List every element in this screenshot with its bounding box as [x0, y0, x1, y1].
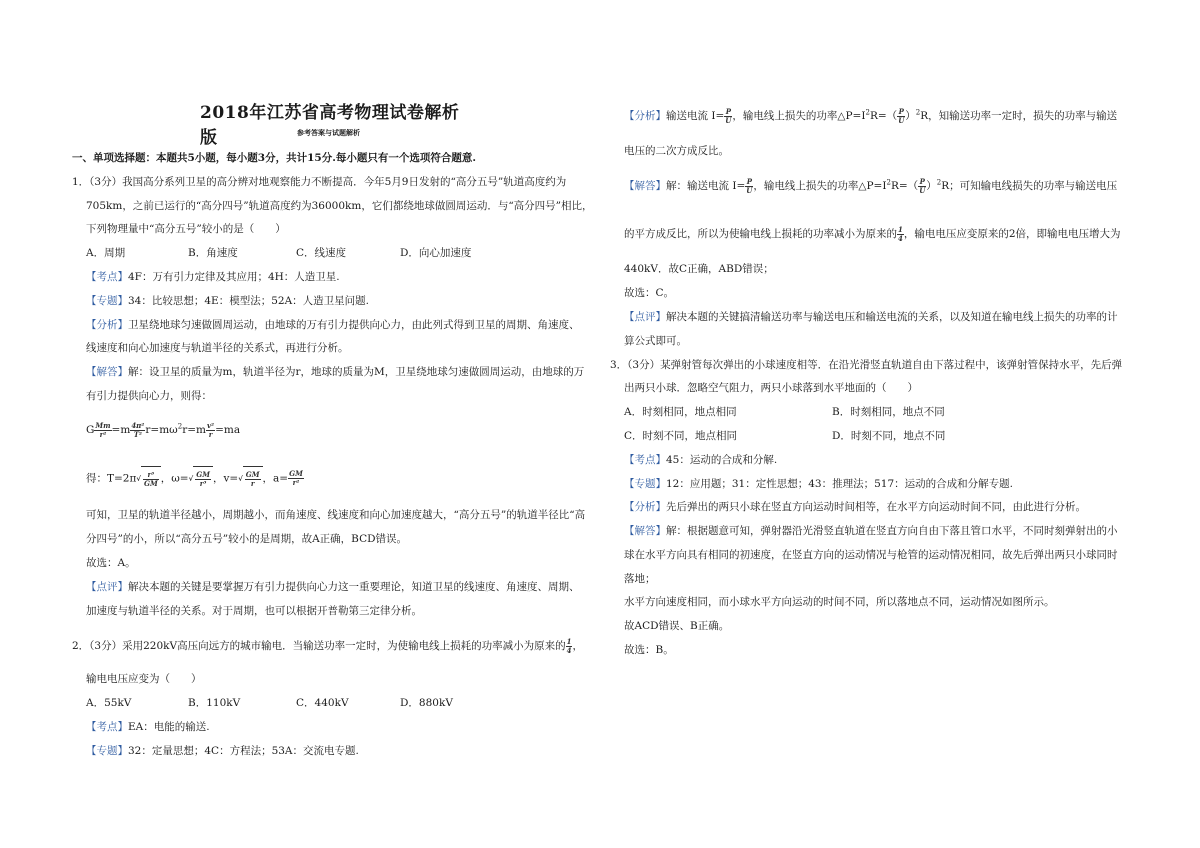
q2-option-b: B．110kV: [188, 697, 241, 709]
q1-fenxi-line2: 线速度和向心加速度与轨道半径的关系式，再进行分析。: [86, 342, 349, 354]
q2-dianping-line2: 算公式即可。: [624, 335, 687, 347]
q1-conclusion-line1: 可知，卫星的轨道半径越小，周期越小，而角速度、线速度和向心加速度越大，“高分五号”的轨道半径比“高: [86, 509, 586, 521]
q2-fenxi: 【分析】输送电流 I= $\frac{P}{U}$ ，输电线上损失的功率$\triangle P=I^2R=$（ $\frac{P}{U}$ ）$^2$R，知输送功率一定时，损失的功率与输送: [624, 106, 1118, 125]
q3-kaodian: 【考点】45：运动的合成和分解.: [624, 454, 778, 466]
sqrt-v: √ $\frac{GM}{r}$: [238, 466, 262, 491]
q2-option-d: D．880kV: [400, 697, 453, 709]
q1-kaodian-text: 4F：万有引力定律及其应用；4H：人造卫星.: [128, 271, 340, 283]
q1-equation1: [86, 418, 240, 442]
q2-stem-line2: 输电电压应变为（ ）: [86, 673, 202, 685]
q3-jieda-line5: 故ACD错误、B正确。: [624, 620, 730, 632]
section-heading: 一、单项选择题：本题共5小题，每小题3分，共计15分.每小题只有一个选项符合题意.: [72, 152, 477, 164]
q3-option-d: D．时刻不同，地点不同: [832, 430, 946, 442]
eq-rm: r=m: [182, 424, 206, 436]
page-subtitle: 参考答案与试题解析: [297, 128, 360, 137]
eq2-a: ，a=: [262, 472, 289, 485]
q3-zhuanti: 【专题】12：应用题；31：定性思想；43：推理法；517：运动的合成和分解专题.: [624, 478, 1013, 490]
q3-option-b: B．时刻相同，地点不同: [832, 406, 945, 418]
q1-equation2: [86, 466, 304, 491]
q1-option-a: A．周期: [86, 247, 126, 259]
kaodian-tag: 【考点】: [86, 271, 128, 283]
q1-dianping: [86, 575, 580, 599]
q1-dianping-line2: 加速度与轨道半径的关系。对于周期，也可以根据开普勒第三定律分析。: [86, 605, 422, 617]
q2-dianping: 【点评】解决本题的关键搞清输送功率与输送电压和输送电流的关系，以及知道在输电线上损失的功率的计: [624, 311, 1118, 323]
q3-option-c: C．时刻不同，地点相同: [624, 430, 738, 442]
frac-v2-r: $\frac{\text{v²}}{r}$: [206, 420, 215, 439]
eq-sup: 2: [177, 422, 183, 431]
q2-jieda-line3: 440kV．故C正确，ABD错误；: [624, 263, 774, 275]
q1-answer: 故选：A。: [86, 557, 136, 569]
q3-jieda-line2: 球在水平方向具有相同的初速度，在竖直方向的运动情况与枪管的运动情况相同，故先后弹出两只小球同时: [624, 549, 1118, 561]
q1-option-b: B．角速度: [188, 247, 238, 259]
q1-conclusion-line2: 分四号”的小，所以“高分五号”较小的是周期，故A正确，BCD错误。: [86, 533, 408, 545]
q1-fenxi-text1: 卫星绕地球匀速做圆周运动，由地球的万有引力提供向心力，由此列式得到卫星的周期、角速度、: [128, 319, 580, 331]
frac-4pi2-t2: $\frac{\text{4π²}}{\text{T²}}$: [131, 420, 145, 439]
dianping-tag: 【点评】: [86, 581, 128, 593]
q1-stem-line2: 705km，之前已运行的“高分四号”轨道高度约为36000km，它们都绕地球做圆周运动．与“高分四号”相比，: [86, 200, 593, 212]
frac-mm-r2: $\frac{Mm}{\text{r²}}$: [95, 420, 111, 439]
q1-stem-line1: 1．（3分）我国高分系列卫星的高分辨对地观察能力不断提高．今年5月9日发射的“高分五号”轨道高度约为: [72, 176, 567, 188]
eq2-omega: ，ω=: [160, 472, 189, 485]
q2-fenxi-line2: 电压的二次方成反比。: [624, 145, 729, 157]
q2-option-c: C．440kV: [296, 697, 349, 709]
sqrt-omega: √ $\frac{GM}{\text{r³}}$: [189, 466, 213, 491]
fenxi-tag: 【分析】: [86, 319, 128, 331]
sqrt-t: √ $\frac{\text{r³}}{GM}$: [136, 466, 160, 491]
q2-jieda: 【解答】解：输送电流 I= $\frac{P}{U}$ ，输电线上损失的功率$\triangle P=I^2R=$（ $\frac{P}{U}$ ）$^2$R；可知输电线损失的功率与输送电压: [624, 176, 1118, 195]
q1-stem-line3: 下列物理量中“高分五号”较小的是（ ）: [86, 223, 286, 235]
q2-zhuanti: 【专题】32：定量思想；4C：方程法；53A：交流电专题.: [86, 745, 359, 757]
q3-jieda-line3: 落地；: [624, 573, 656, 585]
q3-stem-line2: 出两只小球．忽略空气阻力，两只小球落到水平地面的（ ）: [624, 382, 918, 394]
q1-jieda: [86, 360, 584, 384]
frac-gm-r2: $\frac{GM}{\text{r²}}$: [289, 469, 303, 487]
q1-jieda-line2: 有引力提供向心力，则得：: [86, 390, 212, 402]
q1-zhuanti: [86, 289, 369, 313]
eq-g: G: [86, 424, 95, 436]
q2-stem-line1: 2．（3分）采用220kV高压向远方的城市输电．当输送功率一定时，为使输电线上损耗的功率减小为原来的 $\frac{1}{4}$ ，: [72, 636, 583, 655]
zhuanti-tag: 【专题】: [86, 295, 128, 307]
q3-answer: 故选：B。: [624, 644, 674, 656]
q2-option-a: A．55kV: [86, 697, 132, 709]
page-title: 2018年江苏省高考物理试卷解析版: [200, 103, 460, 148]
eq-m: =m: [111, 424, 131, 436]
q1-option-c: C．线速度: [296, 247, 347, 259]
q3-fenxi: 【分析】先后弹出的两只小球在竖直方向运动时间相等，在水平方向运动时间不同，由此进行分析。: [624, 501, 1086, 513]
eq2-t: 得：T=2π: [86, 472, 137, 485]
q1-fenxi: [86, 313, 580, 337]
frac-1-4: $\frac{1}{4}$: [566, 636, 572, 655]
q2-kaodian: 【考点】EA：电能的输送.: [86, 721, 210, 733]
q1-dianping-text1: 解决本题的关键是要掌握万有引力提供向心力这一重要理论，知道卫星的线速度、角速度、周期、: [128, 581, 580, 593]
q2-answer: 故选：C。: [624, 287, 675, 299]
q3-option-a: A．时刻相同，地点相同: [624, 406, 737, 418]
eq-ma: =ma: [215, 424, 241, 436]
q1-kaodian: [86, 265, 340, 289]
q1-zhuanti-text: 34：比较思想；4E：模型法；52A：人造卫星问题.: [128, 295, 369, 307]
q3-stem-line1: 3．（3分）某弹射管每次弹出的小球速度相等．在沿光滑竖直轨道自由下落过程中，该弹射管保持水平，先后弹: [610, 359, 1123, 371]
jieda-tag: 【解答】: [86, 366, 128, 378]
eq2-v: ，v=: [212, 472, 239, 485]
eq-mid: r=mω: [145, 424, 178, 436]
q3-jieda-line4: 水平方向速度相同，而小球水平方向运动的时间不同，所以落地点不同，运动情况如图所示。: [624, 596, 1055, 608]
q1-option-d: D．向心加速度: [400, 247, 472, 259]
q1-jieda-text1: 解：设卫星的质量为m，轨道半径为r，地球的质量为M，卫星绕地球匀速做圆周运动，由地球的万: [128, 366, 585, 378]
q2-jieda-line2: 的平方成反比，所以为使输电线上损耗的功率减小为原来的 $\frac{1}{4}$ ，输电电压应变原来的2倍，即输电电压增大为: [624, 224, 1121, 243]
q3-jieda: 【解答】解：根据题意可知，弹射器沿光滑竖直轨道在竖直方向自由下落且管口水平，不同时刻弹射出的小: [624, 525, 1118, 537]
